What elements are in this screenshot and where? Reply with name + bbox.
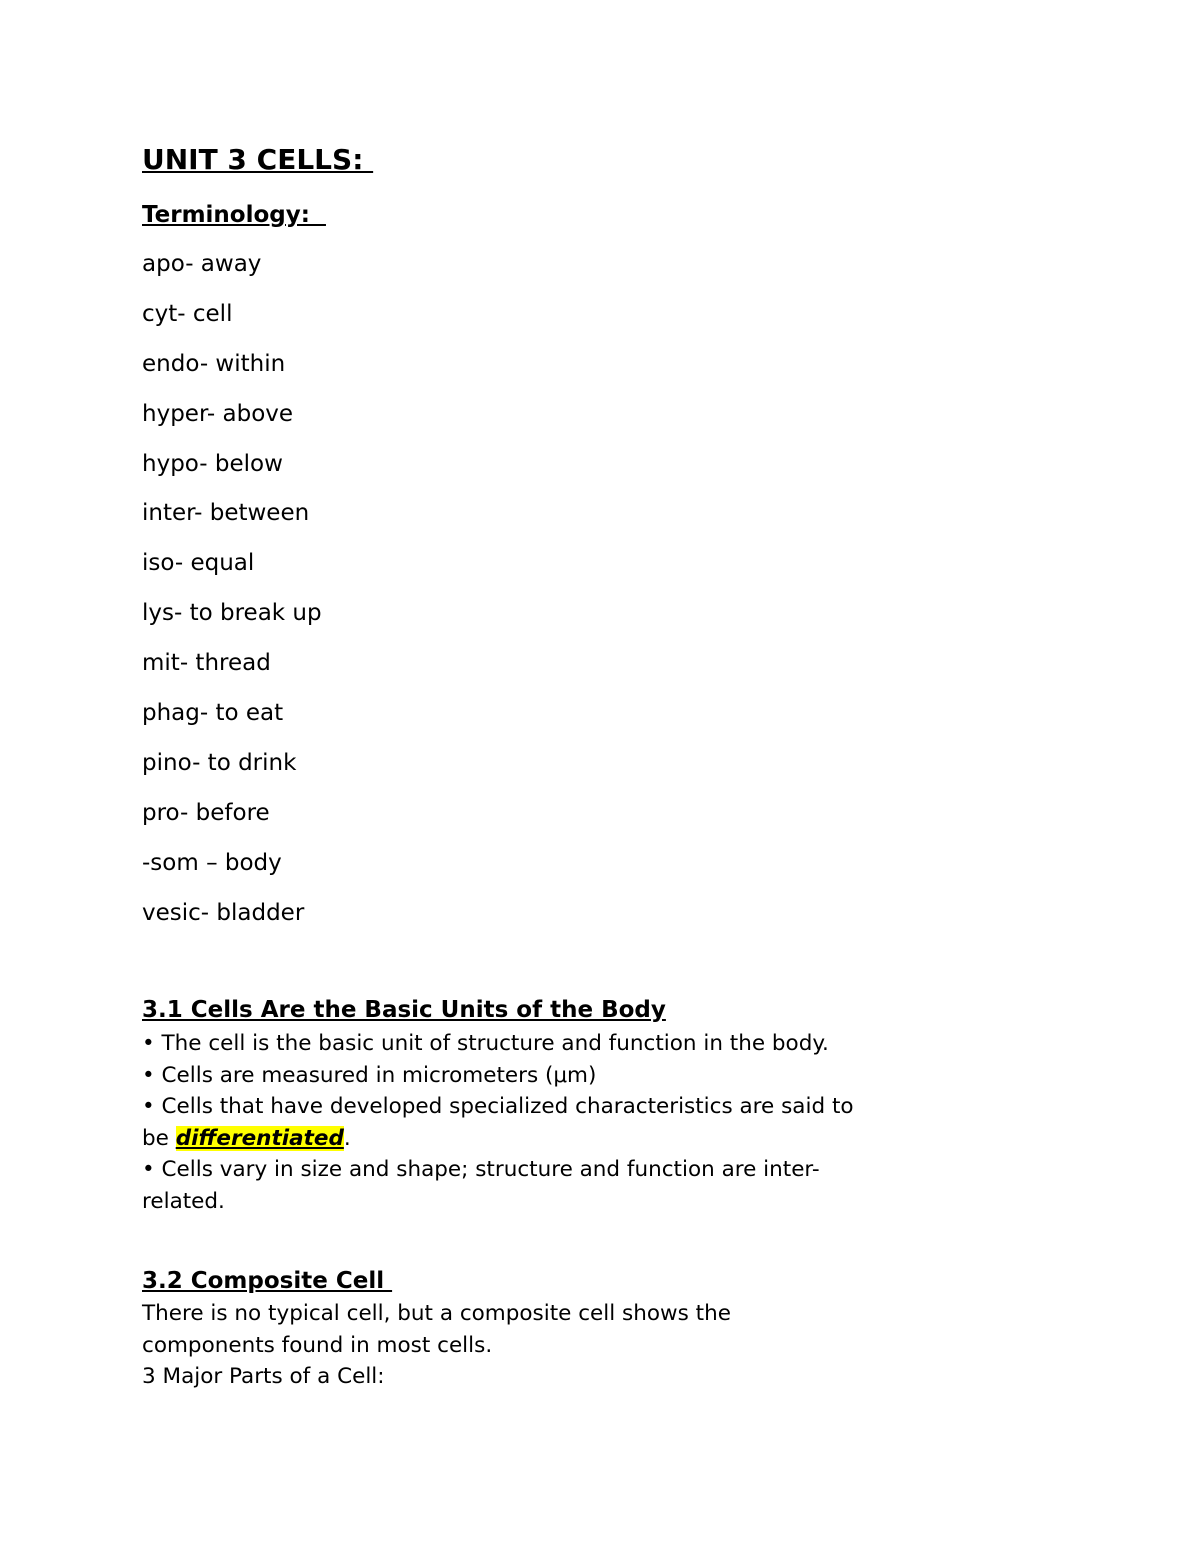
term-item: hypo- below (142, 450, 283, 477)
bullet-size-shape: • Cells vary in size and shape; structure and function are inter-related. (142, 1157, 820, 1214)
unit-title: UNIT 3 CELLS: (142, 143, 374, 176)
section-3-1-body (142, 1028, 862, 1218)
term-item: apo- away (142, 251, 262, 277)
bullet-differentiated-end: . (343, 1125, 351, 1151)
term-item: iso- equal (142, 550, 255, 577)
bullet-micrometers: • Cells are measured in micrometers (μm) (142, 1062, 597, 1088)
term-item: -som – body (142, 849, 282, 876)
terminology-heading: Terminology: (142, 202, 326, 228)
term-item: inter- between (142, 500, 310, 527)
term-item: hyper- above (142, 400, 294, 427)
term-item: pro- before (142, 799, 270, 826)
term-item: phag- to eat (142, 700, 284, 727)
term-item: cyt- cell (142, 300, 233, 327)
section-3-2-body (142, 1298, 862, 1393)
term-item: lys- to break up (142, 600, 322, 627)
highlighted-term: differentiated (175, 1125, 344, 1151)
bullet-differentiated-text: • Cells that have developed specialized characteristics are said to be (142, 1094, 854, 1151)
term-item: vesic- bladder (142, 899, 305, 926)
major-parts-label: 3 Major Parts of a Cell: (142, 1364, 385, 1390)
section-3-1-heading: 3.1 Cells Are the Basic Units of the Body (142, 997, 666, 1023)
composite-cell-text: There is no typical cell, but a composite cell shows the components found in most cells. (142, 1301, 731, 1358)
term-item: mit- thread (142, 650, 271, 677)
bullet-differentiated (142, 1091, 862, 1154)
bullet-basic-unit: • The cell is the basic unit of structure and function in the body. (142, 1031, 829, 1056)
term-item: pino- to drink (142, 749, 297, 776)
term-item: endo- within (142, 350, 286, 377)
terminology-list (142, 246, 322, 944)
section-3-2-heading: 3.2 Composite Cell (142, 1268, 393, 1294)
